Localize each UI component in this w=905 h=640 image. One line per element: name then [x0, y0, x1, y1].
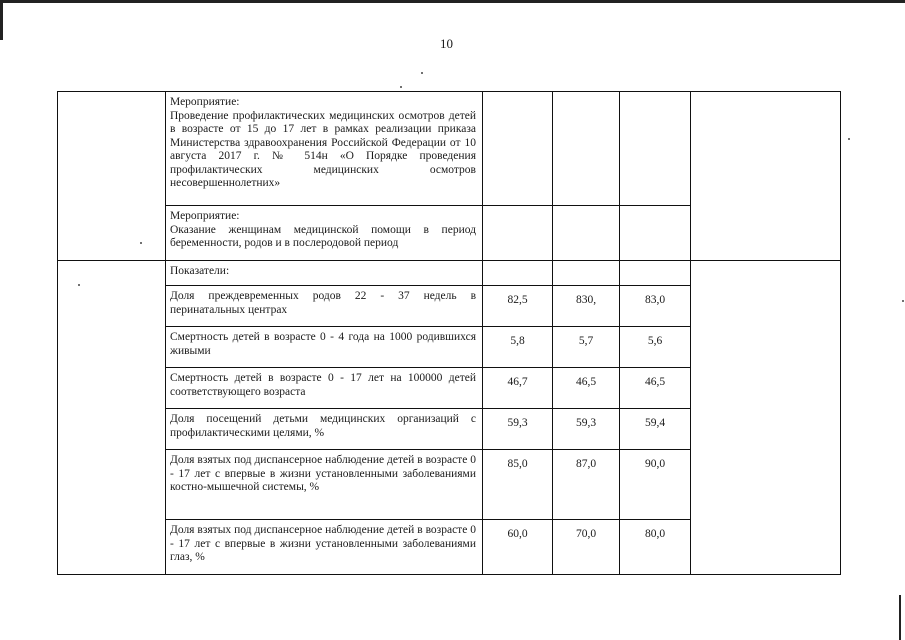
row-text: Доля взятых под диспансерное наблюдение детей в возрасте 0 - 17 лет с впервые в жизни установленными заболеваниями костно-мышечной системы, %	[170, 454, 476, 493]
notes-cell	[691, 261, 841, 575]
value-cell: 5,7	[553, 327, 620, 368]
section-cell	[58, 261, 166, 575]
program-table	[57, 91, 841, 575]
scan-edge-left	[0, 0, 3, 40]
scan-speck	[902, 300, 904, 302]
value-cell	[483, 92, 553, 206]
scan-edge-top	[0, 0, 905, 3]
row-text: Смертность детей в возрасте 0 - 4 года на 1000 родившихся живыми	[170, 331, 476, 357]
value-cell	[553, 92, 620, 206]
row-description	[166, 327, 483, 368]
value-cell	[553, 206, 620, 261]
value-cell	[553, 261, 620, 286]
table-row	[58, 261, 841, 286]
scan-speck	[848, 138, 850, 140]
scan-speck	[78, 284, 80, 286]
value-cell	[620, 261, 691, 286]
value-cell: 5,8	[483, 327, 553, 368]
scan-edge-right	[899, 595, 901, 640]
row-description	[166, 450, 483, 520]
section-cell	[58, 92, 166, 261]
value-cell: 59,3	[553, 409, 620, 450]
value-cell: 46,5	[620, 368, 691, 409]
row-text: Доля посещений детьми медицинских организаций с профилактическими целями, %	[170, 413, 476, 439]
value-cell: 85,0	[483, 450, 553, 520]
row-text: Доля преждевременных родов 22 - 37 недель в перинатальных центрах	[170, 290, 476, 316]
scan-speck	[400, 86, 402, 88]
value-cell	[483, 206, 553, 261]
value-cell: 80,0	[620, 520, 691, 575]
row-description	[166, 520, 483, 575]
row-text: Смертность детей в возрасте 0 - 17 лет на 100000 детей соответствующего возраста	[170, 372, 476, 398]
row-label: Мероприятие:	[170, 210, 240, 222]
row-text: Оказание женщинам медицинской помощи в период беременности, родов и в послеродовой период	[170, 223, 476, 249]
value-cell: 83,0	[620, 286, 691, 327]
row-label: Мероприятие:	[170, 96, 240, 108]
value-cell: 82,5	[483, 286, 553, 327]
row-label: Показатели:	[170, 265, 230, 277]
value-cell	[483, 261, 553, 286]
scan-speck	[421, 72, 423, 74]
row-description	[166, 206, 483, 261]
value-cell: 59,4	[620, 409, 691, 450]
value-cell: 90,0	[620, 450, 691, 520]
row-description	[166, 368, 483, 409]
notes-cell	[691, 92, 841, 261]
scan-speck	[140, 242, 142, 244]
value-cell: 59,3	[483, 409, 553, 450]
table-row	[58, 92, 841, 206]
row-description	[166, 92, 483, 206]
value-cell: 46,5	[553, 368, 620, 409]
row-description	[166, 409, 483, 450]
value-cell: 70,0	[553, 520, 620, 575]
row-description	[166, 286, 483, 327]
page-number: 10	[440, 36, 453, 51]
row-text: Доля взятых под диспансерное наблюдение детей в возрасте 0 - 17 лет с впервые в жизни установленными заболеваниями глаз, %	[170, 524, 476, 563]
value-cell: 60,0	[483, 520, 553, 575]
value-cell: 46,7	[483, 368, 553, 409]
value-cell: 830,	[553, 286, 620, 327]
value-cell	[620, 92, 691, 206]
row-text: Проведение профилактических медицинских осмотров детей в возрасте от 15 до 17 лет в рамках реализации приказа Министерства здравоохранения Российской Федерации от 10 августа 2017 г. № 514н «О Порядке проведения профилактических медицинских осмотров несовершеннолетних»	[170, 109, 476, 189]
value-cell: 5,6	[620, 327, 691, 368]
row-description	[166, 261, 483, 286]
value-cell	[620, 206, 691, 261]
value-cell: 87,0	[553, 450, 620, 520]
